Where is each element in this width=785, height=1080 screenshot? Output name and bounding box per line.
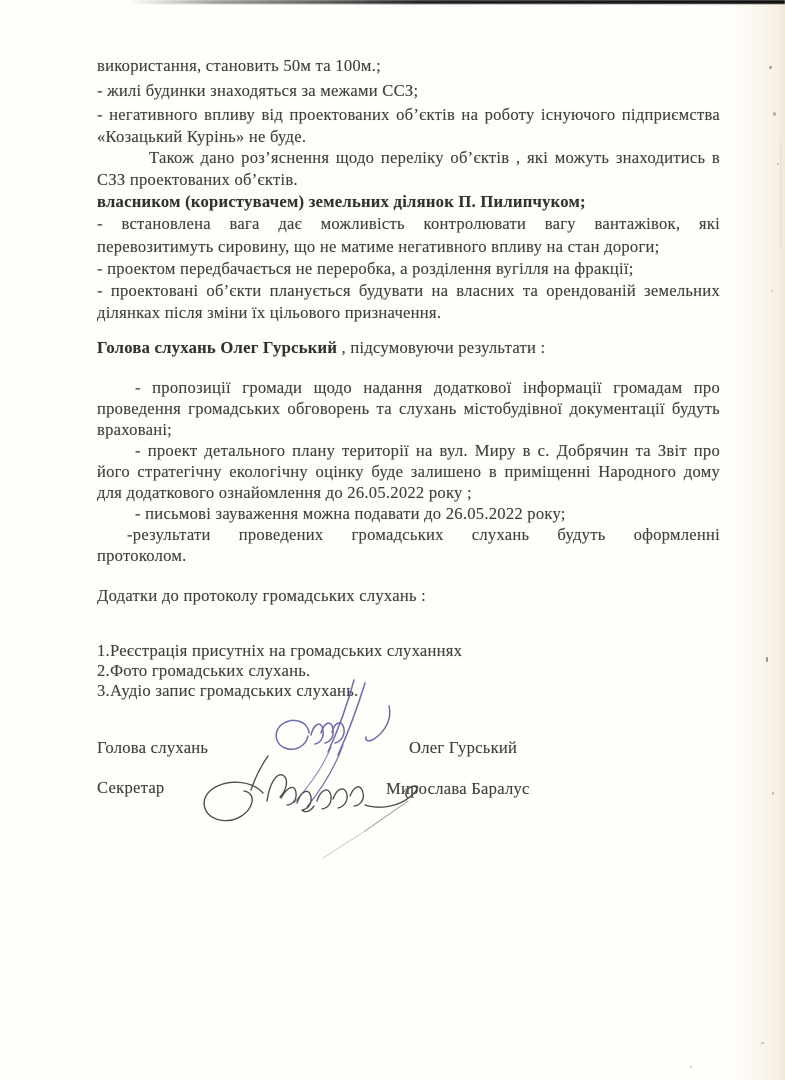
attachment-item: 3.Аудіо запис громадських слухань.	[97, 681, 359, 700]
attachment-item: 1.Реєстрація присутніх на громадських слуханнях	[97, 641, 463, 660]
text-line: - письмові зауваження можна подавати до 26.05.2022 року;	[135, 504, 566, 523]
scan-speck	[771, 290, 773, 292]
text-line: - жилі будинки знаходяться за межами ССЗ;	[97, 81, 419, 100]
text-line: використання, становить 50м та 100м.;	[97, 56, 381, 75]
text-line: - негативного впливу від проектованих об’єктів на роботу існуючого підприємства	[97, 105, 720, 124]
scan-speck	[773, 112, 776, 116]
scan-speck	[769, 66, 772, 69]
scan-speck	[772, 792, 774, 795]
signature-name: Олег Гурський	[409, 738, 518, 757]
text-line: ділянках після зміни їх цільового призначення.	[97, 303, 442, 322]
text-line-bold: власником (користувачем) земельних ділянок П. Пилипчуком;	[97, 192, 586, 211]
signature-name: Мирослава Баралус	[386, 779, 530, 798]
scan-speck	[766, 657, 768, 662]
scan-speck	[777, 163, 779, 165]
chair-name-bold: Голова слухань Олег Гурський	[97, 338, 338, 357]
signatures-ink-overlay	[175, 655, 465, 880]
text-line: -результати проведених громадських слухань будуть оформленні	[127, 525, 720, 544]
chair-summary-rest: , підсумовуючи результати :	[337, 338, 546, 357]
text-line: перевозитимуть сировину, що не матиме негативного впливу на стан дороги;	[97, 237, 660, 256]
text-line: Також дано роз’яснення щодо переліку об’єктів , які можуть знаходитись в	[149, 148, 720, 167]
text-line: «Козацький Курінь» не буде.	[97, 127, 307, 146]
scan-speck	[690, 1066, 692, 1068]
signature-role: Голова слухань	[97, 738, 209, 757]
text-line: - проект детального плану території на вул. Миру в с. Добрячин та Звіт про	[135, 441, 720, 460]
text-line: СЗЗ проектованих об’єктів.	[97, 170, 298, 189]
signature-secretary-ink	[204, 756, 417, 858]
text-line: - встановлена вага дає можливість контролювати вагу вантажівок, які	[97, 214, 720, 233]
text-line: - пропозиції громади щодо надання додаткової інформації громадам про	[135, 378, 720, 397]
text-line: його стратегічну екологічну оцінку буде залишено в приміщенні Народного дому	[97, 462, 720, 481]
signature-role: Секретар	[97, 778, 165, 797]
text-line: - проектом передбачається не переробка, а розділення вугілля на фракції;	[97, 259, 634, 278]
scan-speck	[761, 1042, 764, 1044]
text-line: враховані;	[97, 420, 173, 439]
attachments-heading: Додатки до протоколу громадських слухань :	[97, 586, 427, 605]
chair-summary-line	[97, 337, 720, 358]
text-line: протоколом.	[97, 546, 187, 565]
text-line: для додаткового ознайомлення до 26.05.2022 року ;	[97, 483, 472, 502]
attachment-item: 2.Фото громадських слухань.	[97, 661, 311, 680]
text-line: проведення громадських обговорень та слухань містобудівної документації будуть	[97, 399, 720, 418]
text-line: - проектовані об’єкти планується будувати на власних та орендованій земельних	[97, 281, 720, 300]
